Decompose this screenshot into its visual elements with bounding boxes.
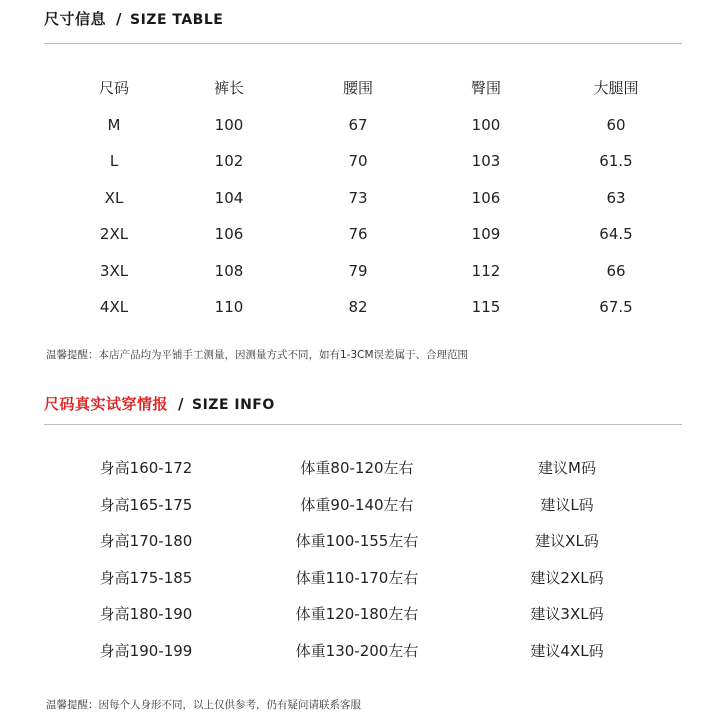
header-waist: 腰围 bbox=[342, 79, 373, 97]
size-cell: 4XL bbox=[99, 298, 129, 316]
height-cell: 身高170-180 bbox=[99, 532, 193, 551]
recommendation-cell: 建议2XL码 bbox=[530, 568, 604, 587]
length-cell: 108 bbox=[214, 261, 244, 280]
list-item bbox=[0, 487, 720, 524]
table-row bbox=[0, 253, 720, 290]
size-cell: 2XL bbox=[99, 225, 129, 243]
hip-cell: 109 bbox=[471, 225, 501, 243]
table-row bbox=[0, 143, 720, 180]
hip-cell: 112 bbox=[471, 261, 501, 280]
weight-cell: 体重80-120左右 bbox=[300, 459, 414, 477]
thigh-cell: 67.5 bbox=[599, 298, 633, 316]
size-cell: L bbox=[109, 152, 119, 170]
height-cell: 身高160-172 bbox=[99, 459, 193, 477]
waist-cell: 67 bbox=[348, 115, 368, 134]
length-cell: 104 bbox=[214, 188, 244, 207]
header-thigh: 大腿围 bbox=[593, 79, 639, 97]
size-table-title-en: SIZE TABLE bbox=[130, 12, 224, 28]
size-table-divider bbox=[44, 43, 682, 44]
recommendation-cell: 建议L码 bbox=[540, 495, 594, 514]
weight-cell: 体重90-140左右 bbox=[300, 495, 414, 514]
waist-cell: 79 bbox=[348, 261, 368, 280]
fit-table bbox=[0, 450, 720, 670]
length-cell: 102 bbox=[214, 152, 244, 170]
thigh-cell: 60 bbox=[606, 115, 626, 134]
measurement-note: 温馨提醒：本店产品均为平铺手工测量，因测量方式不同，如有1-3CM误差属于、合理范围 bbox=[46, 349, 469, 361]
table-row bbox=[0, 180, 720, 217]
hip-cell: 115 bbox=[471, 298, 501, 316]
list-item bbox=[0, 450, 720, 487]
size-table bbox=[0, 70, 720, 326]
length-cell: 100 bbox=[214, 115, 244, 134]
waist-cell: 82 bbox=[348, 298, 368, 316]
thigh-cell: 63 bbox=[606, 188, 626, 207]
height-cell: 身高165-175 bbox=[99, 495, 193, 514]
weight-cell: 体重100-155左右 bbox=[295, 532, 419, 551]
fit-reference-note: 温馨提醒：因每个人身形不同，以上仅供参考，仍有疑问请联系客服 bbox=[46, 699, 361, 711]
list-item bbox=[0, 596, 720, 633]
recommendation-cell: 建议M码 bbox=[538, 459, 596, 477]
recommendation-cell: 建议XL码 bbox=[535, 532, 599, 551]
thigh-cell: 61.5 bbox=[599, 152, 633, 170]
list-item bbox=[0, 633, 720, 670]
size-info-title-separator: / bbox=[178, 395, 184, 413]
waist-cell: 73 bbox=[348, 188, 368, 207]
thigh-cell: 64.5 bbox=[599, 225, 633, 243]
recommendation-cell: 建议4XL码 bbox=[530, 641, 604, 660]
list-item bbox=[0, 560, 720, 597]
weight-cell: 体重130-200左右 bbox=[295, 641, 419, 660]
hip-cell: 103 bbox=[471, 152, 501, 170]
waist-cell: 76 bbox=[348, 225, 368, 243]
length-cell: 110 bbox=[214, 298, 244, 316]
table-row bbox=[0, 107, 720, 144]
size-cell: M bbox=[107, 115, 121, 134]
hip-cell: 100 bbox=[471, 115, 501, 134]
size-table-heading bbox=[44, 8, 223, 29]
table-row bbox=[0, 289, 720, 326]
size-info-divider bbox=[44, 424, 682, 425]
size-table-header-row bbox=[0, 70, 720, 107]
thigh-cell: 66 bbox=[606, 261, 626, 280]
size-table-title-separator: / bbox=[116, 10, 122, 28]
header-hip: 臀围 bbox=[470, 79, 501, 97]
size-info-title-en: SIZE INFO bbox=[192, 397, 275, 413]
weight-cell: 体重110-170左右 bbox=[295, 568, 419, 587]
size-cell: XL bbox=[104, 188, 124, 207]
length-cell: 106 bbox=[214, 225, 244, 243]
waist-cell: 70 bbox=[348, 152, 368, 170]
table-row bbox=[0, 216, 720, 253]
header-size: 尺码 bbox=[98, 79, 129, 97]
recommendation-cell: 建议3XL码 bbox=[530, 605, 604, 624]
size-info-title-cn: 尺码真实试穿情报 bbox=[44, 395, 169, 413]
size-info-heading bbox=[44, 393, 275, 414]
weight-cell: 体重120-180左右 bbox=[295, 605, 419, 624]
hip-cell: 106 bbox=[471, 188, 501, 207]
list-item bbox=[0, 523, 720, 560]
height-cell: 身高180-190 bbox=[99, 605, 193, 624]
height-cell: 身高190-199 bbox=[99, 641, 193, 660]
height-cell: 身高175-185 bbox=[99, 568, 193, 587]
size-table-title-cn: 尺寸信息 bbox=[44, 10, 107, 28]
size-cell: 3XL bbox=[99, 261, 129, 280]
header-length: 裤长 bbox=[213, 79, 244, 97]
